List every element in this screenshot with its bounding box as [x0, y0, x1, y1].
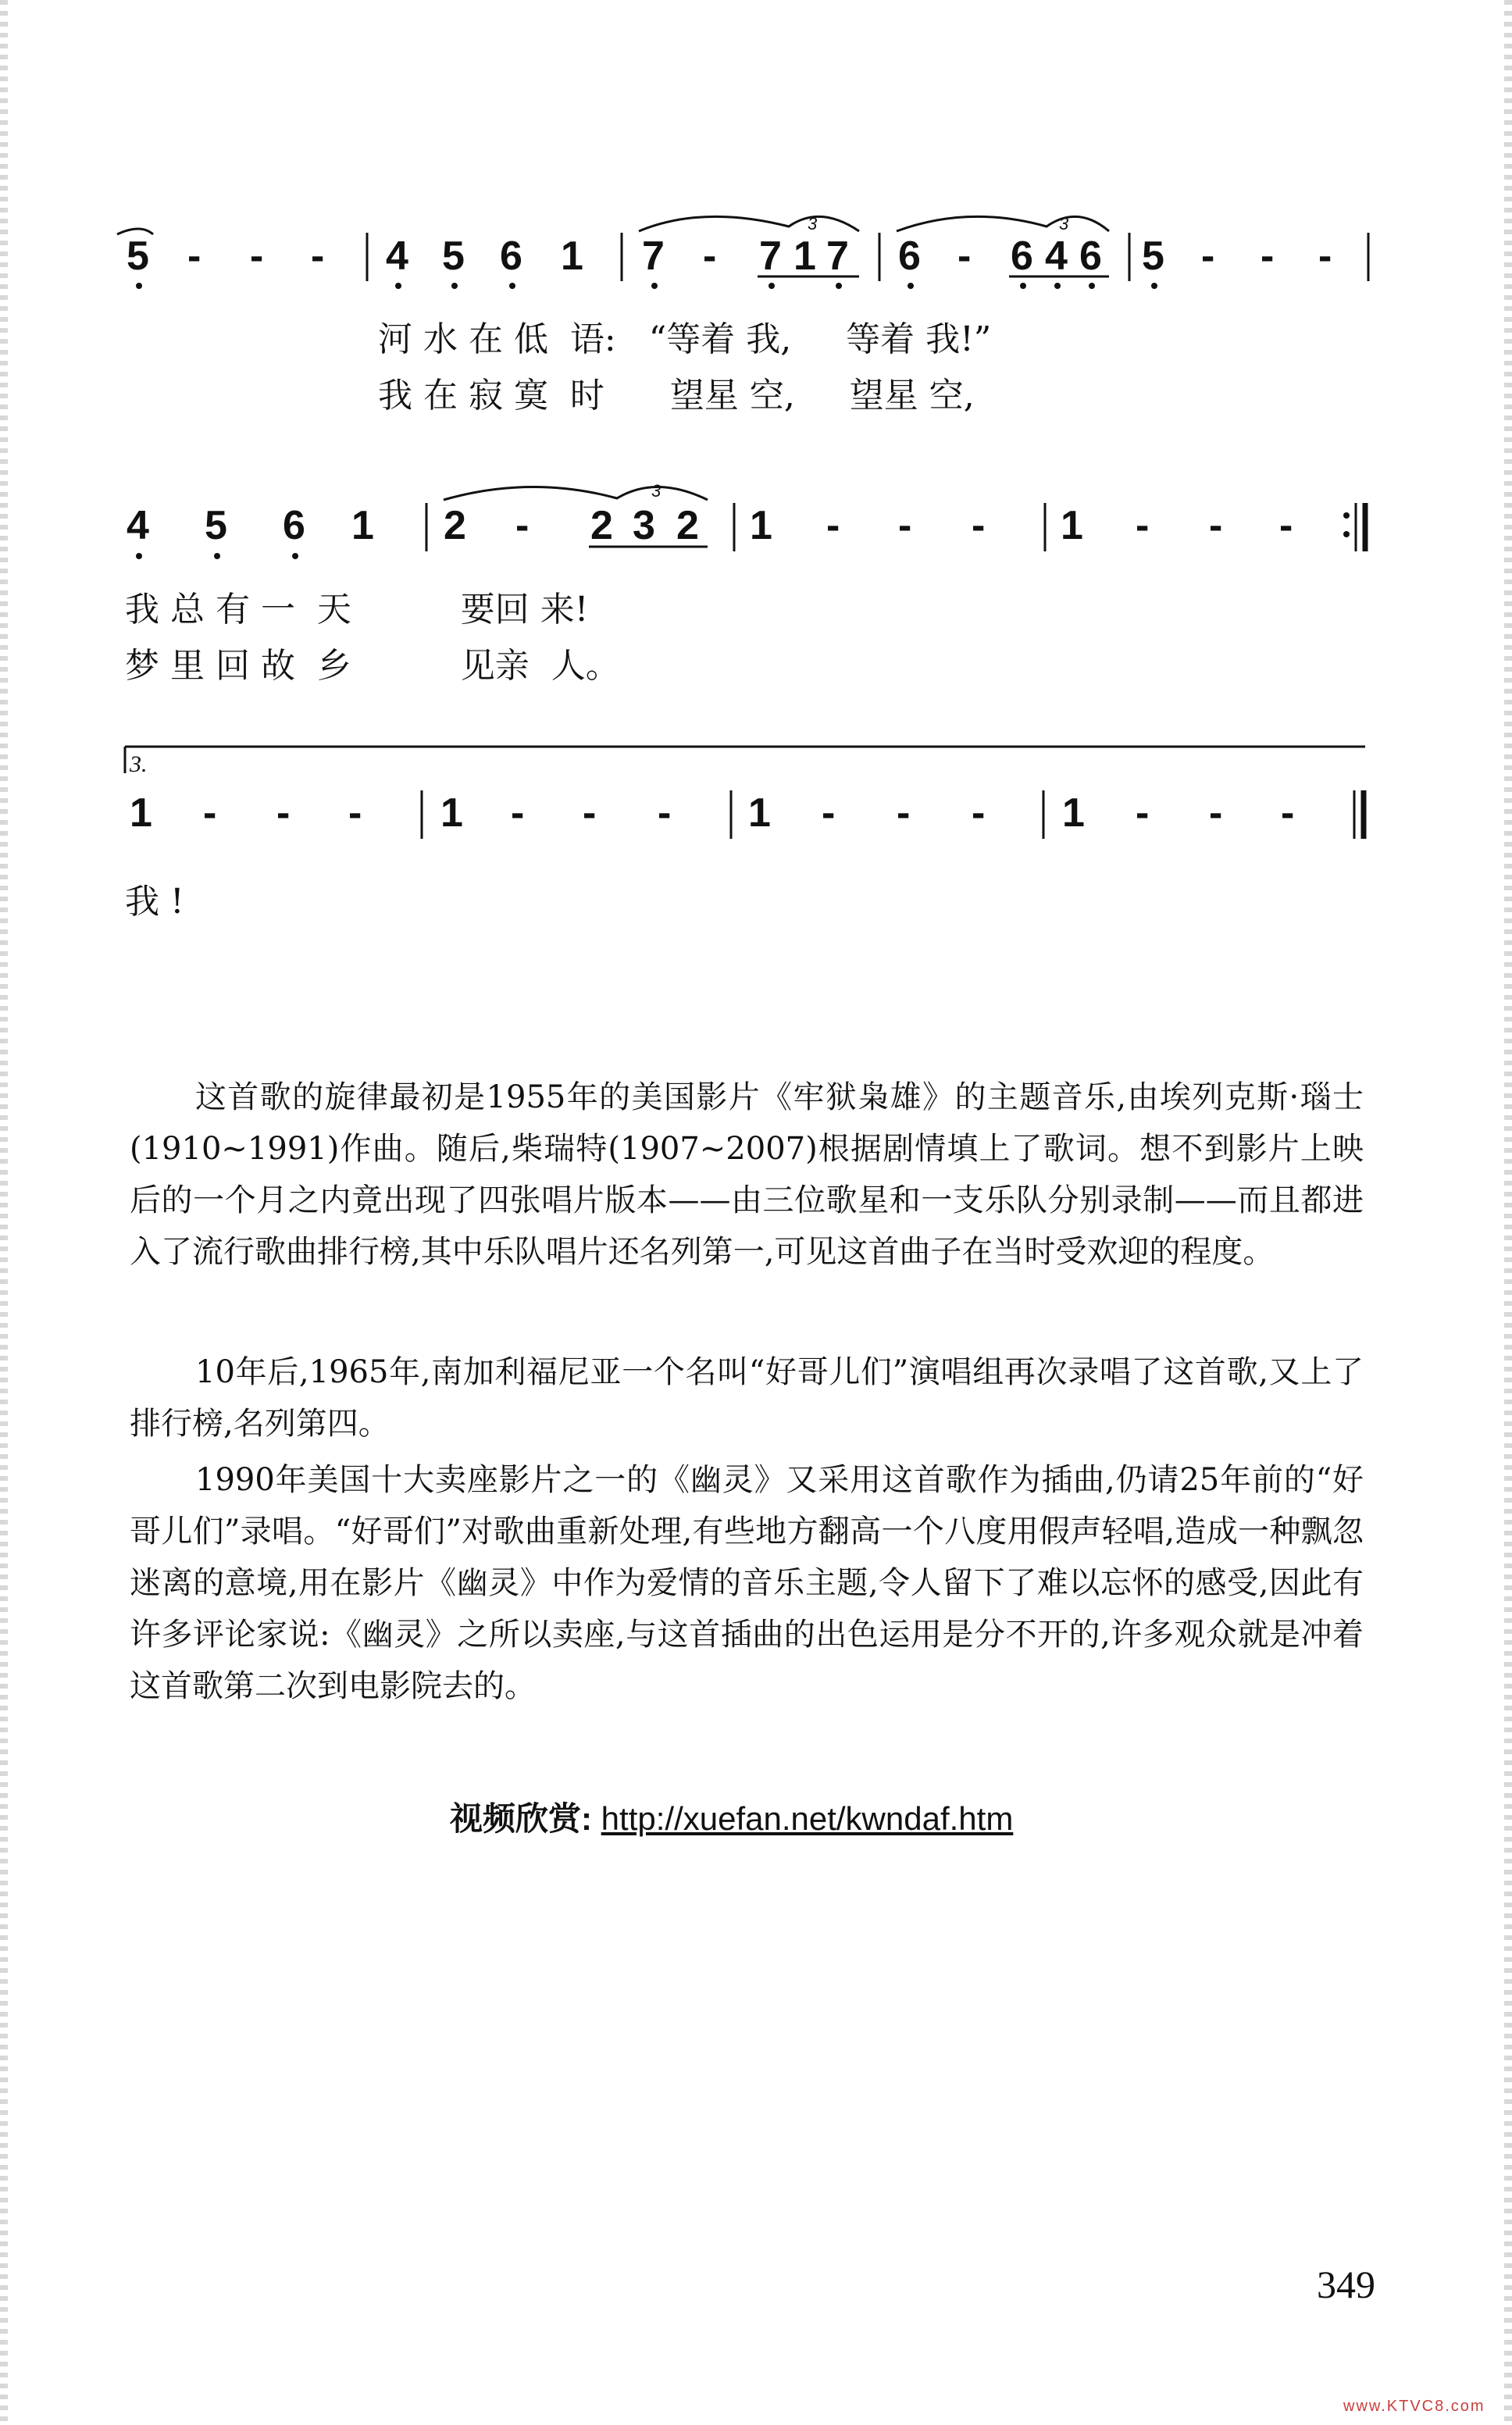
dash: - [583, 790, 597, 836]
low-dot [451, 283, 458, 289]
dash: - [203, 790, 217, 836]
triplet-mark: 3 [1059, 214, 1069, 234]
note: 6 [1011, 234, 1033, 279]
dash: - [1201, 234, 1215, 279]
lyric-line-1-verse-1: 河 水 在 低 语: “等着 我, 等着 我!” [378, 319, 992, 359]
dash: - [250, 234, 264, 279]
dash: - [1136, 503, 1150, 548]
article-paragraph-2: 10年后,1965年,南加利福尼亚一个名叫“好哥儿们”演唱组再次录唱了这首歌,又上了排行榜,名列第四。 [130, 1354, 1364, 1442]
low-dot [509, 283, 515, 289]
dash: - [1318, 234, 1332, 279]
dash: - [1209, 790, 1223, 836]
repeat-dot [1343, 531, 1350, 537]
dash: - [511, 790, 525, 836]
dash: - [1136, 790, 1150, 836]
video-line [450, 1793, 1013, 1840]
note: 4 [127, 503, 149, 548]
low-dot [768, 283, 775, 289]
dash: - [276, 790, 291, 836]
note: 6 [1079, 234, 1102, 279]
note: 5 [205, 503, 227, 548]
note: 1 [440, 790, 463, 836]
dash: - [898, 503, 912, 548]
dash: - [348, 790, 362, 836]
low-dot [1054, 283, 1061, 289]
dash: - [957, 234, 972, 279]
dash: - [515, 503, 530, 548]
system-1 [117, 214, 1368, 289]
low-dot [136, 283, 142, 289]
note: 2 [676, 503, 699, 548]
note: 1 [793, 234, 816, 279]
low-dot [651, 283, 658, 289]
triplet-mark: 3 [651, 481, 662, 501]
note: 6 [500, 234, 522, 279]
note: 7 [826, 234, 849, 279]
lyric-line-2-verse-2: 梦 里 回 故 乡 见亲 人。 [125, 646, 620, 686]
slur [897, 216, 1109, 231]
volta-label: 3. [130, 751, 148, 777]
low-dot [395, 283, 401, 289]
note: 1 [130, 790, 152, 836]
dash: - [897, 790, 911, 836]
dash: - [703, 234, 717, 279]
note: 2 [444, 503, 466, 548]
note: 7 [642, 234, 665, 279]
dash: - [311, 234, 325, 279]
repeat-dot [1343, 512, 1350, 519]
note: 1 [748, 790, 771, 836]
note: 3 [633, 503, 655, 548]
low-dot [1020, 283, 1026, 289]
system-2 [127, 481, 1365, 559]
low-dot [292, 553, 298, 559]
slur [639, 216, 859, 231]
low-dot [1089, 283, 1095, 289]
dash: - [826, 503, 840, 548]
lyric-line-3: 我 ! [125, 882, 184, 922]
dash: - [1279, 503, 1293, 548]
dash: - [1281, 790, 1295, 836]
lyric-line-2-verse-1: 我 总 有 一 天 要回 来! [125, 590, 589, 629]
site-watermark: www.KTVC8.com [1343, 2398, 1485, 2415]
dash: - [822, 790, 836, 836]
lyric-line-1-verse-2: 我 在 寂 寞 时 望星 空, 望星 空, [378, 376, 975, 415]
note: 2 [590, 503, 613, 548]
dash: - [972, 790, 986, 836]
note: 1 [561, 234, 583, 279]
dash: - [1261, 234, 1275, 279]
note: 7 [759, 234, 782, 279]
dash: - [187, 234, 201, 279]
note: 1 [351, 503, 374, 548]
note: 1 [1061, 503, 1083, 548]
low-dot [836, 283, 842, 289]
system-3 [125, 747, 1365, 839]
note: 4 [386, 234, 408, 279]
low-dot [136, 553, 142, 559]
score-svg [0, 0, 1512, 937]
dash: - [972, 503, 986, 548]
note: 1 [750, 503, 772, 548]
low-dot [908, 283, 914, 289]
triplet-mark: 3 [808, 214, 818, 234]
note: 6 [283, 503, 305, 548]
low-dot [1151, 283, 1157, 289]
dash: - [658, 790, 672, 836]
video-label: 视频欣赏: [450, 1800, 592, 1837]
note: 5 [442, 234, 465, 279]
note: 6 [898, 234, 921, 279]
slur [444, 487, 708, 500]
note: 5 [1142, 234, 1164, 279]
dash: - [1209, 503, 1223, 548]
article-paragraph-3: 1990年美国十大卖座影片之一的《幽灵》又采用这首歌作为插曲,仍请25年前的“好哥儿们”录唱。“好哥们”对歌曲重新处理,有些地方翻高一个八度用假声轻唱,造成一种飘忽迷离的意境,用在影片《幽灵》中作为爱情的音乐主题,令人留下了难以忘怀的感受,因此有许多评论家说:《幽灵》之所以卖座,与这首插曲的出色运用是分不开的,许多观众就是冲着这首歌第二次到电影院去的。 [130, 1462, 1364, 1704]
low-dot [214, 553, 220, 559]
note: 5 [127, 234, 149, 279]
video-link[interactable]: http://xuefan.net/kwndaf.htm [601, 1800, 1014, 1837]
note: 1 [1062, 790, 1085, 836]
article-paragraph-1: 这首歌的旋律最初是1955年的美国影片《牢狱枭雄》的主题音乐,由埃列克斯·瑙士(1910~1991)作曲。随后,柴瑞特(1907~2007)根据剧情填上了歌词。想不到影片上映后的一个月之内竟出现了四张唱片版本——由三位歌星和一支乐队分别录制——而且都进入了流行歌曲排行榜,其中乐队唱片还名列第一,可见这首曲子在当时受欢迎的程度。 [130, 1079, 1364, 1270]
page-number: 349 [1317, 2263, 1375, 2306]
note: 4 [1045, 234, 1068, 279]
